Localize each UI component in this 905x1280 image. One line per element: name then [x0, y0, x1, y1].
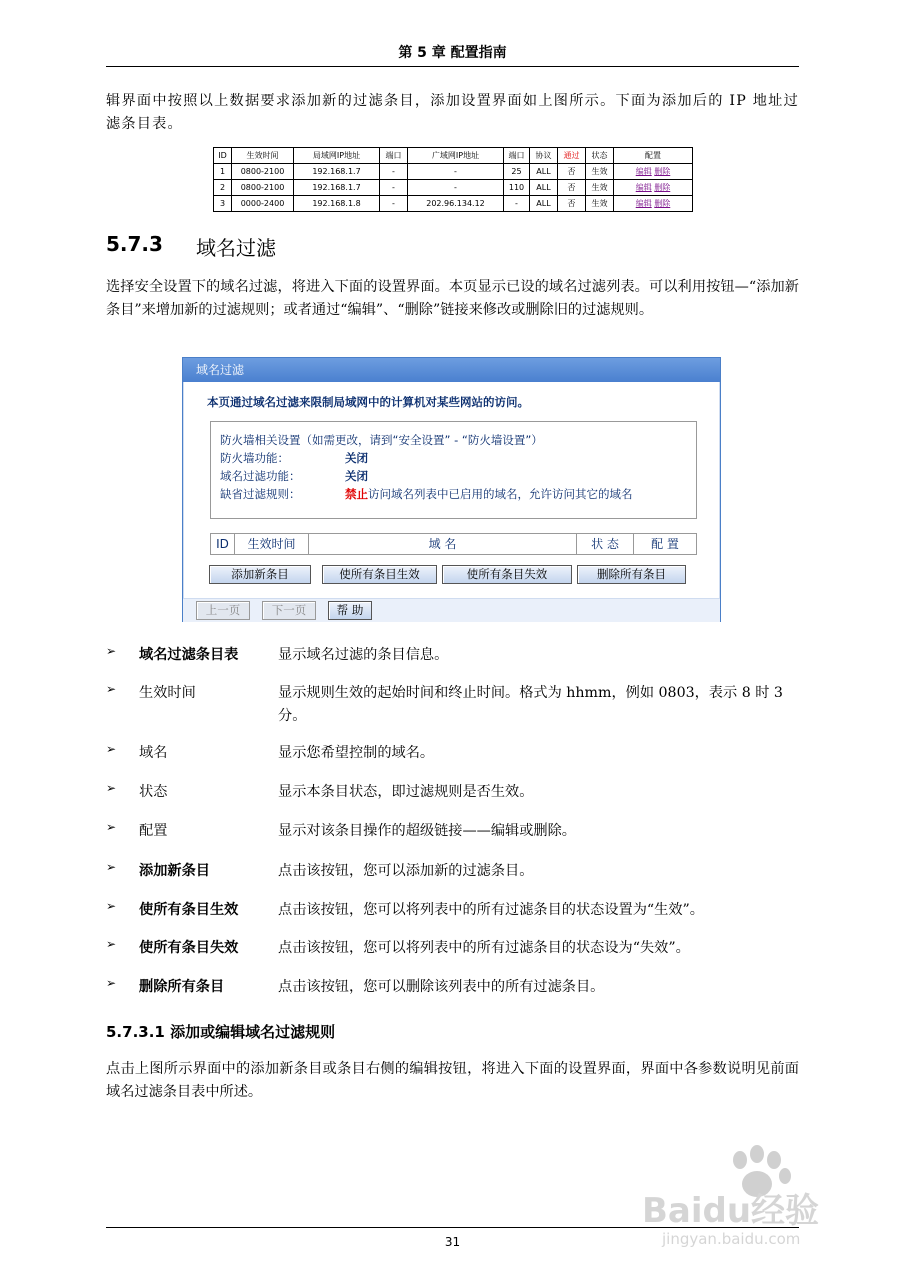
cell-wan-port: - [504, 196, 530, 212]
cell-lan-port: - [380, 196, 408, 212]
cell-wan-ip: - [408, 180, 504, 196]
panel-description: 本页通过域名过滤来限制局域网中的计算机对某些网站的访问。 [207, 395, 529, 409]
panel-body [183, 382, 720, 598]
watermark-url: jingyan.baidu.com [662, 1230, 801, 1248]
bullet-icon: ➢ [106, 742, 117, 756]
cell-status: 生效 [586, 180, 614, 196]
definition-term: 使所有条目失效 [139, 940, 239, 956]
definition-term: 域名过滤条目表 [139, 647, 239, 663]
cell-time: 0800-2100 [232, 164, 294, 180]
list-item [106, 820, 799, 860]
definition-term: 使所有条目生效 [139, 902, 239, 918]
definition-term: 删除所有条目 [139, 979, 225, 995]
cell-config [614, 180, 693, 196]
definition-desc: 点击该按钮，您可以将列表中的所有过滤条目的状态设置为“生效”。 [278, 902, 704, 918]
cell-protocol: ALL [530, 196, 558, 212]
cell-status: 生效 [586, 196, 614, 212]
cell-config [614, 196, 693, 212]
col-protocol: 协议 [530, 148, 558, 164]
col-wan-ip: 广域网IP地址 [408, 148, 504, 164]
panel-footer [183, 598, 720, 622]
table-row [214, 180, 693, 196]
definition-desc: 显示域名过滤的条目信息。 [278, 647, 449, 663]
subsection-heading [106, 1021, 335, 1042]
cell-protocol: ALL [530, 164, 558, 180]
definition-desc: 点击该按钮，您可以添加新的过滤条目。 [278, 863, 534, 879]
col-lan-port: 端口 [380, 148, 408, 164]
delete-all-button[interactable]: 删除所有条目 [577, 565, 686, 584]
domain-filter-value: 关闭 [345, 469, 368, 483]
section-heading [106, 232, 276, 260]
list-item [106, 976, 799, 1016]
subsection-title: 添加或编辑域名过滤规则 [170, 1023, 336, 1041]
list-item [106, 899, 799, 939]
definition-term: 域名 [139, 745, 168, 761]
ip-filter-table [213, 147, 693, 212]
cell-lan-port: - [380, 164, 408, 180]
bullet-icon: ➢ [106, 899, 117, 913]
subsection-number: 5.7.3.1 [106, 1023, 165, 1041]
definition-desc: 显示规则生效的起始时间和终止时间。格式为 hhmm，例如 0803，表示 8 时 3 分。 [278, 685, 783, 724]
definition-desc: 点击该按钮，您可以将列表中的所有过滤条目的状态设为“失效”。 [278, 940, 690, 956]
col-pass: 通过 [558, 148, 586, 164]
default-rule-highlight: 禁止 [345, 487, 368, 501]
default-rule-value [345, 485, 633, 503]
cell-wan-ip: 202.96.134.12 [408, 196, 504, 212]
subsection-paragraph: 点击上图所示界面中的添加新条目或条目右侧的编辑按钮，将进入下面的设置界面，界面中各参数说明见前面域名过滤条目表中所述。 [106, 1061, 799, 1100]
delete-link[interactable]: 删除 [654, 167, 671, 176]
bullet-icon: ➢ [106, 937, 117, 951]
add-entry-button[interactable]: 添加新条目 [209, 565, 311, 584]
col-time: 生效时间 [232, 148, 294, 164]
bullet-icon: ➢ [106, 820, 117, 834]
firewall-settings-box [210, 421, 697, 519]
baidu-watermark-logo [640, 1140, 860, 1250]
table-row [214, 164, 693, 180]
definition-term: 配置 [139, 823, 168, 839]
settings-heading: 防火墙相关设置（如需更改，请到“安全设置” - “防火墙设置”） [220, 433, 543, 447]
domain-filter-label: 域名过滤功能： [220, 469, 301, 483]
ip-table-header-row [214, 148, 693, 164]
definition-term: 状态 [139, 784, 168, 800]
cell-id: 3 [214, 196, 232, 212]
cell-lan-ip: 192.168.1.7 [294, 180, 380, 196]
intro-paragraph: 辑界面中按照以上数据要求添加新的过滤条目，添加设置界面如上图所示。下面为添加后的 IP 地址过滤条目表。 [106, 93, 799, 132]
cell-id: 1 [214, 164, 232, 180]
cell-config [614, 164, 693, 180]
footer-rule [106, 1227, 799, 1228]
cell-pass: 否 [558, 180, 586, 196]
list-item [106, 682, 799, 730]
definition-desc: 显示对该条目操作的超级链接——编辑或删除。 [278, 823, 576, 839]
list-item [106, 860, 799, 900]
bullet-icon: ➢ [106, 644, 117, 658]
cell-wan-port: 25 [504, 164, 530, 180]
edit-link[interactable]: 编辑 [635, 167, 652, 176]
bullet-icon: ➢ [106, 976, 117, 990]
page-header: 第 5 章 配置指南 [398, 45, 507, 61]
domain-filter-panel [182, 357, 721, 622]
col-status: 状态 [586, 148, 614, 164]
cell-time: 0000-2400 [232, 196, 294, 212]
list-col-config: 配 置 [651, 537, 679, 551]
disable-all-button[interactable]: 使所有条目失效 [442, 565, 572, 584]
definition-desc: 显示本条目状态，即过滤规则是否生效。 [278, 784, 534, 800]
cell-pass: 否 [558, 196, 586, 212]
cell-wan-ip: - [408, 164, 504, 180]
cell-lan-port: - [380, 180, 408, 196]
page-number: 31 [444, 1235, 461, 1249]
col-config: 配置 [614, 148, 693, 164]
cell-pass: 否 [558, 164, 586, 180]
list-item [106, 644, 799, 684]
definition-desc: 显示您希望控制的域名。 [278, 745, 435, 761]
domain-list-header [210, 533, 697, 555]
list-col-status: 状 态 [577, 534, 634, 554]
section-number: 5.7.3 [106, 232, 163, 256]
prev-page-button[interactable]: 上一页 [196, 601, 250, 620]
cell-wan-port: 110 [504, 180, 530, 196]
cell-time: 0800-2100 [232, 180, 294, 196]
watermark-brand: Baidu经验 [642, 1191, 820, 1231]
header-rule [106, 66, 799, 67]
definition-desc: 点击该按钮，您可以删除该列表中的所有过滤条目。 [278, 979, 605, 995]
list-item [106, 937, 799, 977]
list-col-id: ID [211, 534, 235, 554]
list-col-time: 生效时间 [235, 534, 309, 554]
cell-lan-ip: 192.168.1.7 [294, 164, 380, 180]
edit-link[interactable]: 编辑 [635, 183, 652, 192]
help-button[interactable]: 帮 助 [328, 601, 372, 620]
bullet-icon: ➢ [106, 860, 117, 874]
cell-id: 2 [214, 180, 232, 196]
cell-status: 生效 [586, 164, 614, 180]
edit-link[interactable]: 编辑 [635, 199, 652, 208]
list-item [106, 781, 799, 821]
col-id: ID [214, 148, 232, 164]
list-item [106, 742, 799, 782]
definition-term: 添加新条目 [139, 863, 210, 879]
bullet-icon: ➢ [106, 682, 117, 696]
firewall-value: 关闭 [345, 451, 368, 465]
default-rule-label: 缺省过滤规则： [220, 487, 301, 501]
delete-link[interactable]: 删除 [654, 199, 671, 208]
definition-term: 生效时间 [139, 685, 196, 701]
delete-link[interactable]: 删除 [654, 183, 671, 192]
enable-all-button[interactable]: 使所有条目生效 [322, 565, 437, 584]
cell-lan-ip: 192.168.1.8 [294, 196, 380, 212]
section-paragraph: 选择安全设置下的域名过滤，将进入下面的设置界面。本页显示已设的域名过滤列表。可以利用按钮—“添加新条目”来增加新的过滤规则；或者通过“编辑”、“删除”链接来修改或删除旧的过滤规则。 [106, 279, 799, 318]
firewall-label: 防火墙功能： [220, 451, 289, 465]
cell-protocol: ALL [530, 180, 558, 196]
panel-title: 域名过滤 [183, 358, 720, 382]
bullet-icon: ➢ [106, 781, 117, 795]
table-row [214, 196, 693, 212]
next-page-button[interactable]: 下一页 [262, 601, 316, 620]
list-col-domain: 域 名 [309, 534, 577, 554]
col-wan-port: 端口 [504, 148, 530, 164]
default-rule-rest: 访问域名列表中已启用的域名，允许访问其它的域名 [368, 487, 633, 501]
col-lan-ip: 局域网IP地址 [294, 148, 380, 164]
section-title: 域名过滤 [196, 236, 276, 260]
